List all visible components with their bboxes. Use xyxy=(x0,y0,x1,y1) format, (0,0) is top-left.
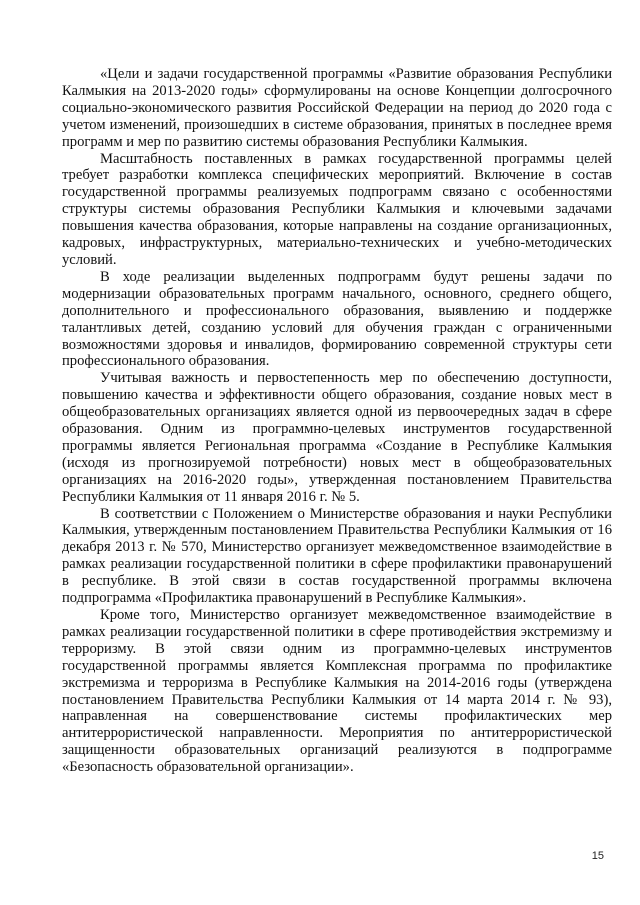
paragraph-ministry-regulation: В соответствии с Положением о Министерстве образования и науки Республики Калмыкия, утвержденным постановлением Правительства Республики Калмыкия от 16 декабря 2013 г. № 570, Министерство организует межведомственное взаимодействие в рамках реализации государственной политики в сфере профилактики правонарушений в республике. В этой связи в состав государственной программы включена подпрограмма «Профилактика правонарушений в Республике Калмыкия». xyxy=(62,505,612,607)
paragraph-goals: «Цели и задачи государственной программы «Развитие образования Республики Калмыкия на 2013-2020 годы» сформулированы на основе Концепции долгосрочного социально-экономического развития Российской Федерации на период до 2020 года с учетом изменений, произошедших в системе образования, принятых в последнее время программ и мер по развитию системы образования Республики Калмыкия. xyxy=(62,66,612,150)
paragraph-new-places: Учитывая важность и первостепенность мер по обеспечению доступности, повышению качества и эффективности общего образования, создание новых мест в общеобразовательных организациях является одной из первоочередных задач в сфере образования. Одним из программно-целевых инструментов государственной программы является Региональная программа «Создание в Республике Калмыкия (исходя из прогнозируемой потребности) новых мест в общеобразовательных организациях на 2016-2020 годы», утвержденная постановлением Правительства Республики Калмыкия от 11 января 2016 г. № 5. xyxy=(62,370,612,505)
paragraph-subprograms: В ходе реализации выделенных подпрограмм будут решены задачи по модернизации образовательных программ начального, основного, среднего общего, дополнительного и профессионального образования, выявлению и поддержке талантливых детей, созданию условий для обучения граждан с ограниченными возможностями здоровья и инвалидов, формированию современной структуры сети профессионального образования. xyxy=(62,268,612,370)
document-body xyxy=(62,66,612,776)
paragraph-scale: Масштабность поставленных в рамках государственной программы целей требует разработки комплекса специфических мероприятий. Включение в состав государственной программы реализуемых подпрограмм связано с особенностями структуры системы образования Республики Калмыкия и ключевыми задачами повышения качества образования, которые направлены на создание организационных, кадровых, инфраструктурных, материально-технических и учебно-методических условий. xyxy=(62,150,612,268)
paragraph-counter-extremism: Кроме того, Министерство организует межведомственное взаимодействие в рамках реализации государственной политики в сфере противодействия экстремизму и терроризму. В этой связи одним из программно-целевых инструментов государственной программы является Комплексная программа по профилактике экстремизма и терроризма в Республике Калмыкия на 2014-2016 годы (утверждена постановлением Правительства Республики Калмыкия от 14 марта 2014 г. № 93), направленная на совершенствование системы профилактических мер антитеррористической направленности. Мероприятия по антитеррористической защищенности образовательных организаций реализуются в подпрограмме «Безопасность образовательной организации». xyxy=(62,607,612,776)
page-number: 15 xyxy=(591,850,604,862)
